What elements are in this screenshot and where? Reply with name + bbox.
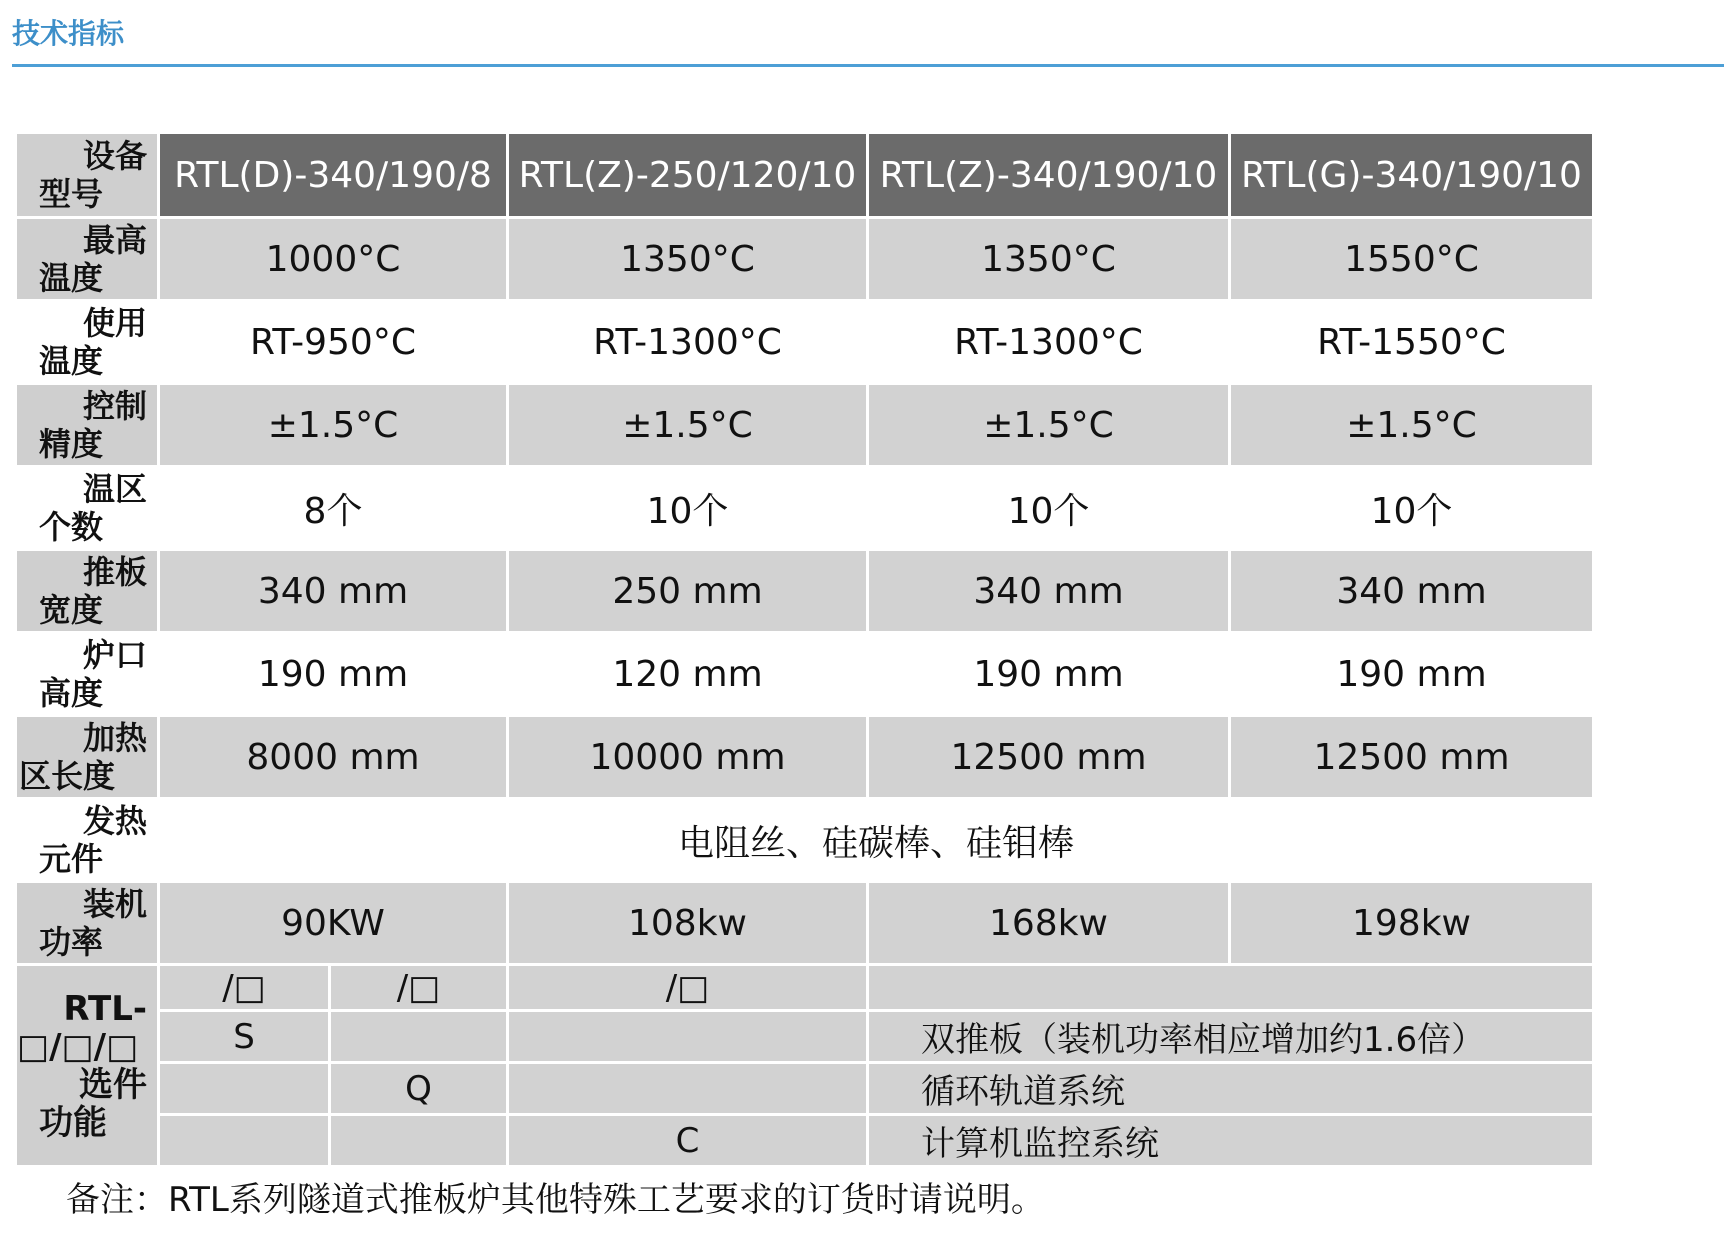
row-label: 温区 个数	[17, 465, 157, 548]
title-divider	[12, 64, 1724, 67]
heating-element-value: 电阻丝、硅碳棒、硅钼棒	[160, 797, 1592, 880]
cell: 10个	[1231, 465, 1592, 548]
model-3: RTL(Z)-340/190/10	[869, 134, 1228, 216]
cell: RT-1300°C	[869, 299, 1228, 382]
option-desc: 双推板（装机功率相应增加约1.6倍）	[869, 1009, 1592, 1061]
row-label: 加热 区长度	[17, 714, 157, 797]
header-label: 设备 型号	[17, 134, 157, 216]
cell: RT-950°C	[160, 299, 506, 382]
cell: 340 mm	[1231, 548, 1592, 631]
cell: 12500 mm	[1231, 714, 1592, 797]
row-precision	[17, 382, 1592, 465]
option-desc: 循环轨道系统	[869, 1061, 1592, 1113]
option-code	[509, 1061, 866, 1113]
option-code: S	[160, 1009, 328, 1061]
row-power	[17, 880, 1592, 963]
cell: 1550°C	[1231, 216, 1592, 299]
row-zones	[17, 465, 1592, 548]
row-label: 推板 宽度	[17, 548, 157, 631]
cell: 340 mm	[869, 548, 1228, 631]
option-code: Q	[331, 1061, 506, 1113]
cell: 90KW	[160, 880, 506, 963]
cell: 198kw	[1231, 880, 1592, 963]
row-heating-length	[17, 714, 1592, 797]
cell: 190 mm	[1231, 631, 1592, 714]
cell: 10个	[869, 465, 1228, 548]
option-row	[17, 1113, 1592, 1165]
row-label: 炉口 高度	[17, 631, 157, 714]
option-desc: 计算机监控系统	[869, 1113, 1592, 1165]
cell: 1000°C	[160, 216, 506, 299]
option-code	[331, 1009, 506, 1061]
cell: 12500 mm	[869, 714, 1228, 797]
option-desc-empty	[869, 963, 1592, 1009]
option-code	[509, 1009, 866, 1061]
options-slot-row	[17, 963, 1592, 1009]
cell: 10个	[509, 465, 866, 548]
option-row	[17, 1061, 1592, 1113]
option-code	[160, 1061, 328, 1113]
cell: 340 mm	[160, 548, 506, 631]
cell: 168kw	[869, 880, 1228, 963]
model-1: RTL(D)-340/190/8	[160, 134, 506, 216]
cell: 108kw	[509, 880, 866, 963]
options-label: RTL- □/□/□ 选件 功能	[17, 963, 157, 1165]
row-plate-width	[17, 548, 1592, 631]
option-slot: /□	[160, 963, 328, 1009]
option-slot: /□	[509, 963, 866, 1009]
model-4: RTL(G)-340/190/10	[1231, 134, 1592, 216]
option-code: C	[509, 1113, 866, 1165]
cell: 190 mm	[869, 631, 1228, 714]
row-work-temp	[17, 299, 1592, 382]
cell: ±1.5°C	[869, 382, 1228, 465]
row-label: 控制 精度	[17, 382, 157, 465]
cell: ±1.5°C	[1231, 382, 1592, 465]
cell: 190 mm	[160, 631, 506, 714]
cell: RT-1300°C	[509, 299, 866, 382]
cell: RT-1550°C	[1231, 299, 1592, 382]
option-slot: /□	[331, 963, 506, 1009]
cell: 8000 mm	[160, 714, 506, 797]
cell: 1350°C	[869, 216, 1228, 299]
row-label: 装机 功率	[17, 880, 157, 963]
cell: 250 mm	[509, 548, 866, 631]
option-code	[160, 1113, 328, 1165]
row-mouth-height	[17, 631, 1592, 714]
cell: 10000 mm	[509, 714, 866, 797]
row-max-temp	[17, 216, 1592, 299]
cell: ±1.5°C	[509, 382, 866, 465]
row-label: 使用 温度	[17, 299, 157, 382]
option-row	[17, 1009, 1592, 1061]
section-title: 技术指标	[12, 17, 125, 50]
row-label: 最高 温度	[17, 216, 157, 299]
row-label: 发热 元件	[17, 797, 157, 880]
option-code	[331, 1113, 506, 1165]
cell: 8个	[160, 465, 506, 548]
spec-table	[14, 134, 1595, 1165]
cell: ±1.5°C	[160, 382, 506, 465]
cell: 120 mm	[509, 631, 866, 714]
row-heating-element	[17, 797, 1592, 880]
cell: 1350°C	[509, 216, 866, 299]
header-row	[17, 134, 1592, 216]
model-2: RTL(Z)-250/120/10	[509, 134, 866, 216]
footnote: 备注：RTL系列隧道式推板炉其他特殊工艺要求的订货时请说明。	[66, 1180, 1045, 1220]
